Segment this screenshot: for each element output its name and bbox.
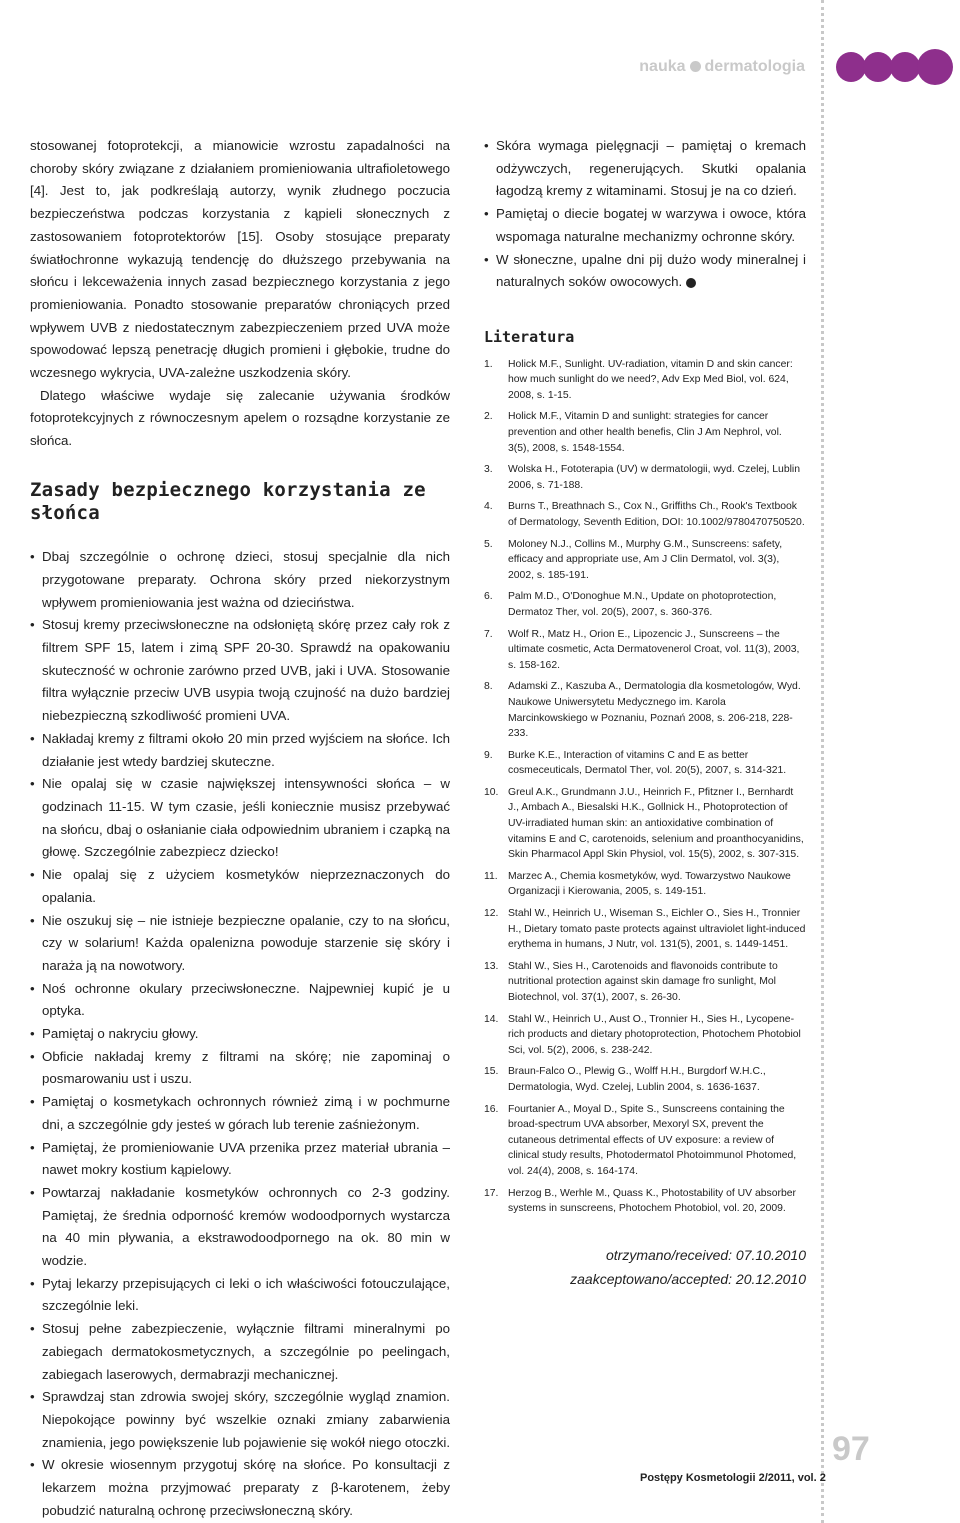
reference-number: 1. bbox=[484, 358, 493, 370]
journal-footer: Postępy Kosmetologii 2/2011, vol. 2 bbox=[640, 1472, 826, 1484]
reference-text: Holick M.F., Vitamin D and sunlight: strategies for cancer prevention and other health benefis, Clin J Am Nephrol, vol. 3(5), 2008, s. 1548-1554. bbox=[508, 411, 782, 454]
reference-item bbox=[484, 1102, 806, 1180]
list-item: • Pamiętaj o nakryciu głowy. bbox=[30, 1023, 450, 1046]
reference-text: Wolf R., Matz H., Orion E., Lipozencic J., Sunscreens – the ultimate cosmetic, Acta Dermatovenerol Croat, vol. 11(3), 2003, s. 158-162. bbox=[508, 628, 800, 671]
list-item: • Nie opalaj się z użyciem kosmetyków nieprzeznaczonych do opalania. bbox=[30, 864, 450, 909]
article-dates bbox=[484, 1243, 806, 1291]
list-item: • Pamiętaj, że promieniowanie UVA przenika przez materiał ubrania – nawet mokry kostium kąpielowy. bbox=[30, 1137, 450, 1182]
reference-text: Greul A.K., Grundmann J.U., Heinrich F., Pfitzner I., Bernhardt J., Ambach A., Biesalski H.K., Gollnick H., Photoprotection of UV-irradiated human skin: an antioxidative combination of vitamins E and C, carotenoids, selenium and proanthocyanidins, Skin Pharmacol Appl Skin Physiol, vol. 15(5), 2002, s. 307-315. bbox=[508, 786, 804, 861]
list-item: • Nie oszukuj się – nie istnieje bezpieczne opalanie, czy to na słońcu, czy w solarium! Każda opalenizna powoduje starzenie się skóry i naraża ją na nowotwory. bbox=[30, 910, 450, 978]
reference-text: Moloney N.J., Collins M., Murphy G.M., Sunscreens: safety, efficacy and appropriate use, Am J Clin Dermatol, vol. 3(3), 2002, s. 185-191. bbox=[508, 538, 783, 581]
reference-number: 7. bbox=[484, 628, 493, 640]
section-heading: Zasady bezpiecznego korzystania ze słońca bbox=[30, 478, 426, 524]
reference-text: Holick M.F., Sunlight. UV-radiation, vitamin D and skin cancer: how much sunlight do we need?, Adv Exp Med Biol, vol. 624, 2008, s. 1-15. bbox=[508, 358, 793, 401]
reference-item bbox=[484, 785, 806, 863]
reference-item bbox=[484, 1012, 806, 1059]
reference-number: 13. bbox=[484, 960, 499, 972]
list-item: • Stosuj pełne zabezpieczenie, wyłącznie filtrami mineralnymi po zabiegach dermatokosmetycznych, a szczególnie po peelingach, zabiegach laserowych, dermabrazji mechanicznej. bbox=[30, 1318, 450, 1386]
reference-text: Stahl W., Heinrich U., Aust O., Tronnier H., Sies H., Lycopene-rich products and dietary photoprotection, Photochem Photobiol Sci, vol. 5(2), 2006, s. 238-242. bbox=[508, 1013, 801, 1056]
reference-text: Burns T., Breathnach S., Cox N., Griffiths Ch., Rook's Textbook of Dermatology, Seventh Edition, DOI: 10.1002/9780470750520. bbox=[508, 501, 805, 528]
reference-number: 8. bbox=[484, 681, 493, 693]
reference-item bbox=[484, 357, 806, 404]
list-item-text: W słoneczne, upalne dni pij dużo wody mineralnej i naturalnych soków owocowych. bbox=[496, 251, 806, 290]
rules-list bbox=[30, 546, 450, 1522]
reference-text: Adamski Z., Kaszuba A., Dermatologia dla kosmetologów, Wyd. Naukowe Uniwersytetu Medycznego im. Karola Marcinkowskiego w Poznaniu, Poznań 2008, s. 206-218, 228-233. bbox=[508, 681, 801, 740]
reference-number: 12. bbox=[484, 908, 499, 920]
vertical-dotted-rule bbox=[821, 0, 824, 1523]
reference-text: Stahl W., Sies H., Carotenoids and flavonoids contribute to nutritional protection against skin damage fro sunlight, Mol Biotechnol, vol. 37(1), 2007, s. 26-30. bbox=[508, 960, 778, 1003]
reference-item bbox=[484, 869, 806, 900]
reference-item bbox=[484, 679, 806, 741]
page-number: 97 bbox=[832, 1430, 870, 1468]
references-list bbox=[484, 357, 806, 1217]
reference-text: Palm M.D., O'Donoghue M.N., Update on photoprotection, Dermatoz Ther, vol. 20(5), 2007, s. 360-376. bbox=[508, 591, 777, 618]
reference-item bbox=[484, 1186, 806, 1217]
circle-icon bbox=[890, 52, 920, 82]
reference-number: 2. bbox=[484, 411, 493, 423]
accepted-date: zaakceptowano/accepted: 20.12.2010 bbox=[570, 1270, 806, 1287]
circle-icon bbox=[863, 52, 893, 82]
list-item: • Nakładaj kremy z filtrami około 20 min przed wyjściem na słońce. Ich działanie jest wtedy bardziej skuteczne. bbox=[30, 728, 450, 773]
list-item: • W okresie wiosennym przygotuj skórę na słońce. Po konsultacji z lekarzem można przyjmować preparaty z β-karotenem, żeby pobudzić naturalną ochronę przeciwsłoneczną skóry. bbox=[30, 1454, 450, 1522]
reference-text: Wolska H., Fototerapia (UV) w dermatologii, wyd. Czelej, Lublin 2006, s. 71-188. bbox=[508, 464, 801, 491]
reference-item bbox=[484, 537, 806, 584]
left-column bbox=[30, 135, 450, 1522]
reference-number: 16. bbox=[484, 1103, 499, 1115]
reference-text: Fourtanier A., Moyal D., Spite S., Sunscreens containing the broad-spectrum UVA absorber, Mexoryl SX, prevent the cutaneous detrimental effects of UV exposure: a review of clinical study results, Photodermatol Photoimmunol Photomed, vol. 24(4), 2008, s. 164-174. bbox=[508, 1103, 797, 1177]
list-item: • Stosuj kremy przeciwsłoneczne na odsłoniętą skórę przez cały rok z filtrem SPF 15, latem i zimą SPF 20-30. Sprawdź na opakowaniu skuteczność w ochronie zarówno przed UVB, jaki i UVA. Stosowanie filtra wyłącznie przeciw UVB usypia twoją czujność na dużo bardziej niebezpieczną szkodliwość promieni UVA. bbox=[30, 614, 450, 728]
reference-text: Marzec A., Chemia kosmetyków, wyd. Towarzystwo Naukowe Organizacji i Kierowania, 2005, s. 149-151. bbox=[508, 870, 791, 898]
reference-number: 14. bbox=[484, 1013, 499, 1025]
reference-item bbox=[484, 462, 806, 493]
reference-text: Herzog B., Werhle M., Quass K., Photostability of UV absorber systems in sunscreens, Photochem Photobiol, vol. 20, 2009. bbox=[508, 1187, 796, 1215]
reference-item bbox=[484, 409, 806, 456]
list-item: • Powtarzaj nakładanie kosmetyków ochronnych co 2-3 godziny. Pamiętaj, że średnia odporność kremów wodoodpornych wystarcza na 40 min pływania, a ekstrawodoodpornego na ok. 80 min w wodzie. bbox=[30, 1182, 450, 1273]
header-dot-icon bbox=[690, 61, 701, 72]
list-item: • Pytaj lekarzy przepisujących ci leki o ich właściwości fotouczulające, szczególnie leki. bbox=[30, 1273, 450, 1318]
reference-item bbox=[484, 1064, 806, 1095]
list-item: • Skóra wymaga pielęgnacji – pamiętaj o kremach odżywczych, regenerujących. Skutki opalania łagodzą kremy z witaminami. Stosuj je na co dzień. bbox=[484, 135, 806, 203]
references-heading: Literatura bbox=[484, 327, 575, 346]
reference-number: 6. bbox=[484, 591, 493, 603]
rules-list-continued bbox=[484, 135, 806, 294]
reference-number: 4. bbox=[484, 501, 493, 513]
section-header bbox=[600, 58, 805, 76]
reference-number: 17. bbox=[484, 1187, 499, 1199]
list-item: • Obficie nakładaj kremy z filtrami na skórę; nie zapominaj o posmarowaniu ust i uszu. bbox=[30, 1046, 450, 1091]
list-item: • Noś ochronne okulary przeciwsłoneczne. Najpewniej kupić je u optyka. bbox=[30, 978, 450, 1023]
reference-number: 9. bbox=[484, 749, 493, 761]
reference-text: Burke K.E., Interaction of vitamins C and E as better cosmeceuticals, Dermatol Ther, vol. 20(5), 2007, s. 314-321. bbox=[508, 749, 787, 777]
reference-item bbox=[484, 499, 806, 530]
end-of-article-icon bbox=[686, 278, 696, 288]
header-section-nauka: nauka bbox=[639, 58, 686, 75]
reference-item bbox=[484, 959, 806, 1006]
reference-text: Braun-Falco O., Plewig G., Wolff H.H., Burgdorf W.H.C., Dermatologia, Wyd. Czelej, Lublin 2004, s. 1636-1637. bbox=[508, 1066, 766, 1093]
reference-number: 10. bbox=[484, 786, 499, 798]
list-item: • Pamiętaj o kosmetykach ochronnych również zimą i w pochmurne dni, a szczególnie gdy jesteś w górach lub terenie zaśnieżonym. bbox=[30, 1091, 450, 1136]
list-item: • Dbaj szczególnie o ochronę dzieci, stosuj specjalnie dla nich przygotowane preparaty. Ochrona skóry przed niekorzystnym wpływem promieniowania jest ważna od dzieciństwa. bbox=[30, 546, 450, 614]
list-item: • Pamiętaj o diecie bogatej w warzywa i owoce, która wspomaga naturalne mechanizmy ochronne skóry. bbox=[484, 203, 806, 248]
header-section-dermatologia: dermatologia bbox=[704, 58, 805, 75]
reference-text: Stahl W., Heinrich U., Wiseman S., Eichler O., Sies H., Tronnier H., Dietary tomato paste protects against ultraviolet light-induced erythema in humans, J Nutr, vol. 131(5), 2001, s. 1449-1451. bbox=[508, 908, 806, 951]
circle-icon bbox=[917, 49, 953, 85]
list-item bbox=[484, 249, 806, 294]
received-date: otrzymano/received: 07.10.2010 bbox=[605, 1246, 806, 1263]
list-item: • Nie opalaj się w czasie największej intensywności słońca – w godzinach 11-15. W tym czasie, jeśli koniecznie musisz przebywać na słońcu, dbaj o osłanianie ciała odpowiednim ubraniem i czapką na głowę. Szczególnie zabezpiecz dziecko! bbox=[30, 773, 450, 864]
reference-number: 3. bbox=[484, 464, 493, 476]
reference-number: 15. bbox=[484, 1066, 499, 1078]
list-item: • Sprawdzaj stan zdrowia swojej skóry, szczególnie wygląd znamion. Niepokojące powinny być wszelkie oznaki zmiany zabarwienia znamienia, jego powiększenie lub pojawienie się wokół niego otoczki. bbox=[30, 1386, 450, 1454]
body-paragraph: Dlatego właściwe wydaje się zalecanie używania środków fotoprotekcyjnych z równoczesnym apelem o rozsądne korzystanie ze słońca. bbox=[30, 387, 450, 449]
body-paragraph: stosowanej fotoprotekcji, a mianowicie wzrostu zapadalności na choroby skóry związane z działaniem promieniowania ultrafioletowego [4]. Jest to, jak podkreślają autorzy, wynik złudnego poczucia bezpieczeństwa podczas korzystania z kąpieli słonecznych z zastosowaniem fotoprotektorów [15]. Osoby stosujące preparaty światłochronne wykazują tendencję do dłuższego przebywania na słońcu i lekceważenia innych zasad bezpiecznego korzystania z jego promieniowania. Ponadto stosowanie preparatów chroniących przed wpływem UVB z niedostatecznym zabezpieczeniem przed UVA może spowodować lepszą penetrację długich promieni i głębokie, trudne do wczesnego wykrycia, UVA-zależne uszkodzenia skóry. bbox=[30, 138, 450, 381]
reference-item bbox=[484, 589, 806, 620]
reference-number: 11. bbox=[484, 870, 498, 882]
reference-number: 5. bbox=[484, 538, 493, 550]
right-column bbox=[484, 135, 806, 1291]
reference-item bbox=[484, 748, 806, 779]
circle-icon bbox=[836, 52, 866, 82]
reference-item bbox=[484, 627, 806, 674]
reference-item bbox=[484, 906, 806, 953]
